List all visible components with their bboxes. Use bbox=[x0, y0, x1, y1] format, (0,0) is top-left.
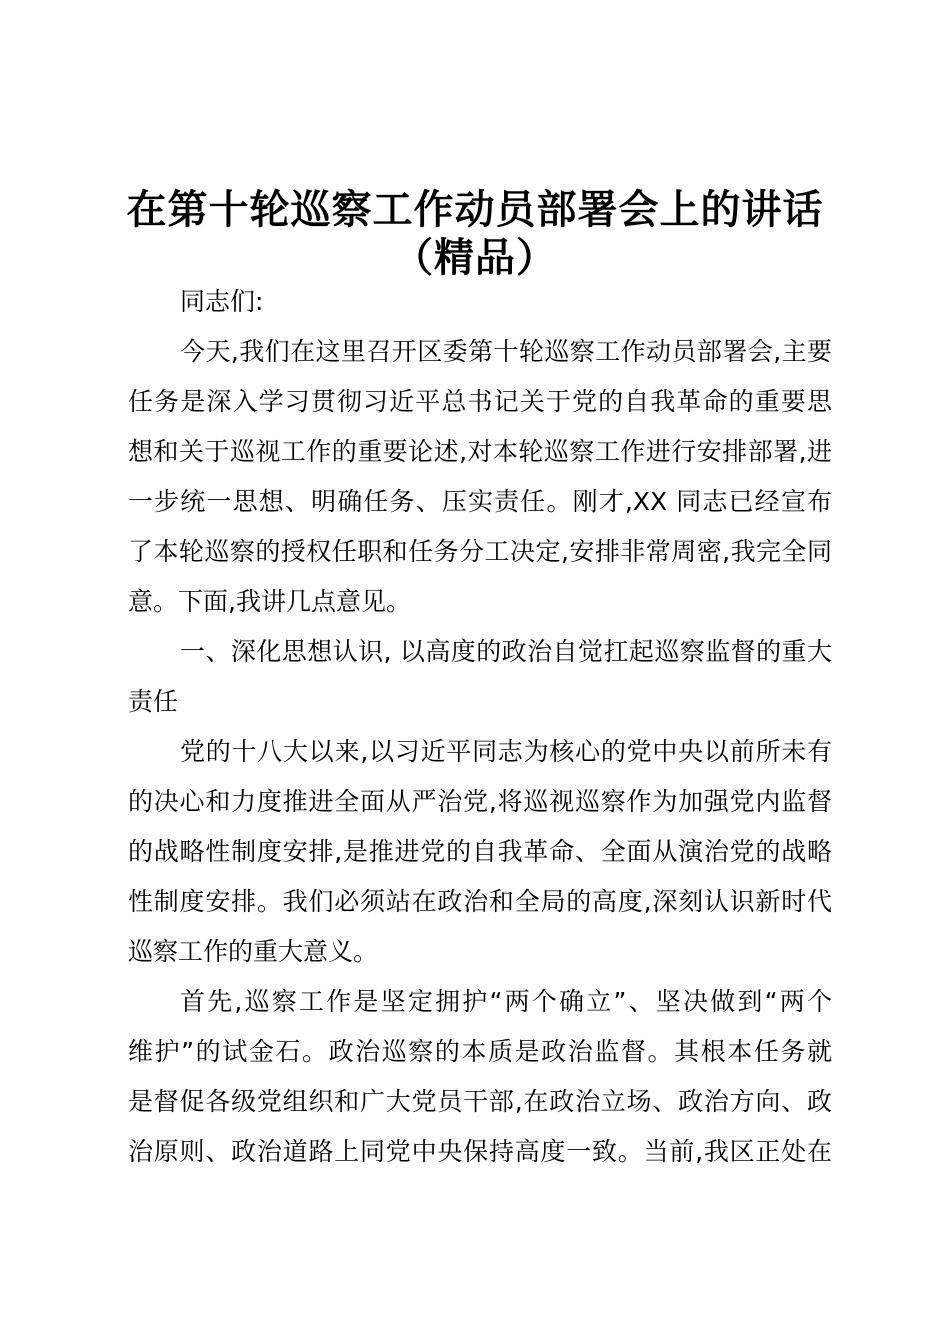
text-line: 性制度安排。我们必须站在政治和全局的高度,深刻认识新时代 bbox=[128, 887, 832, 916]
text-line: 巡察工作的重大意义。 bbox=[128, 937, 379, 966]
text-line: 了本轮巡察的授权任职和任务分工决定,安排非常周密,我完全同 bbox=[128, 537, 832, 566]
document-title: 在第十轮巡察工作动员部署会上的讲话 bbox=[126, 187, 824, 233]
text-line: 责任 bbox=[128, 687, 179, 716]
text-line: 党的十八大以来,以习近平同志为核心的党中央以前所未有 bbox=[180, 737, 832, 766]
document-body bbox=[128, 277, 832, 1177]
text-line: 想和关于巡视工作的重要论述,对本轮巡察工作进行安排部署,进 bbox=[128, 437, 832, 466]
text-line: 同志们: bbox=[180, 287, 264, 316]
text-line: 的战略性制度安排,是推进党的自我革命、全面从演治党的战略 bbox=[128, 837, 832, 866]
document-title-suffix: （精品） bbox=[393, 235, 557, 281]
text-line: 维护”的试金石。政治巡察的本质是政治监督。其根本任务就 bbox=[128, 1037, 832, 1066]
text-line: 首先,巡察工作是坚定拥护“两个确立”、坚决做到“两个 bbox=[180, 987, 832, 1016]
text-line: 任务是深入学习贯彻习近平总书记关于党的自我革命的重要思 bbox=[128, 387, 832, 416]
text-line: 的决心和力度推进全面从严治党,将巡视巡察作为加强党内监督 bbox=[128, 787, 832, 816]
text-line: 今天,我们在这里召开区委第十轮巡察工作动员部署会,主要 bbox=[180, 337, 832, 366]
text-line: 是督促各级党组织和广大党员干部,在政治立场、政治方向、政 bbox=[128, 1087, 832, 1116]
text-line: 治原则、政治道路上同党中央保持高度一致。当前,我区正处在 bbox=[128, 1137, 832, 1166]
text-line: 意。下面,我讲几点意见。 bbox=[128, 587, 411, 616]
text-line: 一、深化思想认识, 以高度的政治自觉扛起巡察监督的重大 bbox=[180, 637, 832, 666]
text-line: 一步统一思想、明确任务、压实责任。刚才,XX 同志已经宣布 bbox=[128, 487, 832, 516]
